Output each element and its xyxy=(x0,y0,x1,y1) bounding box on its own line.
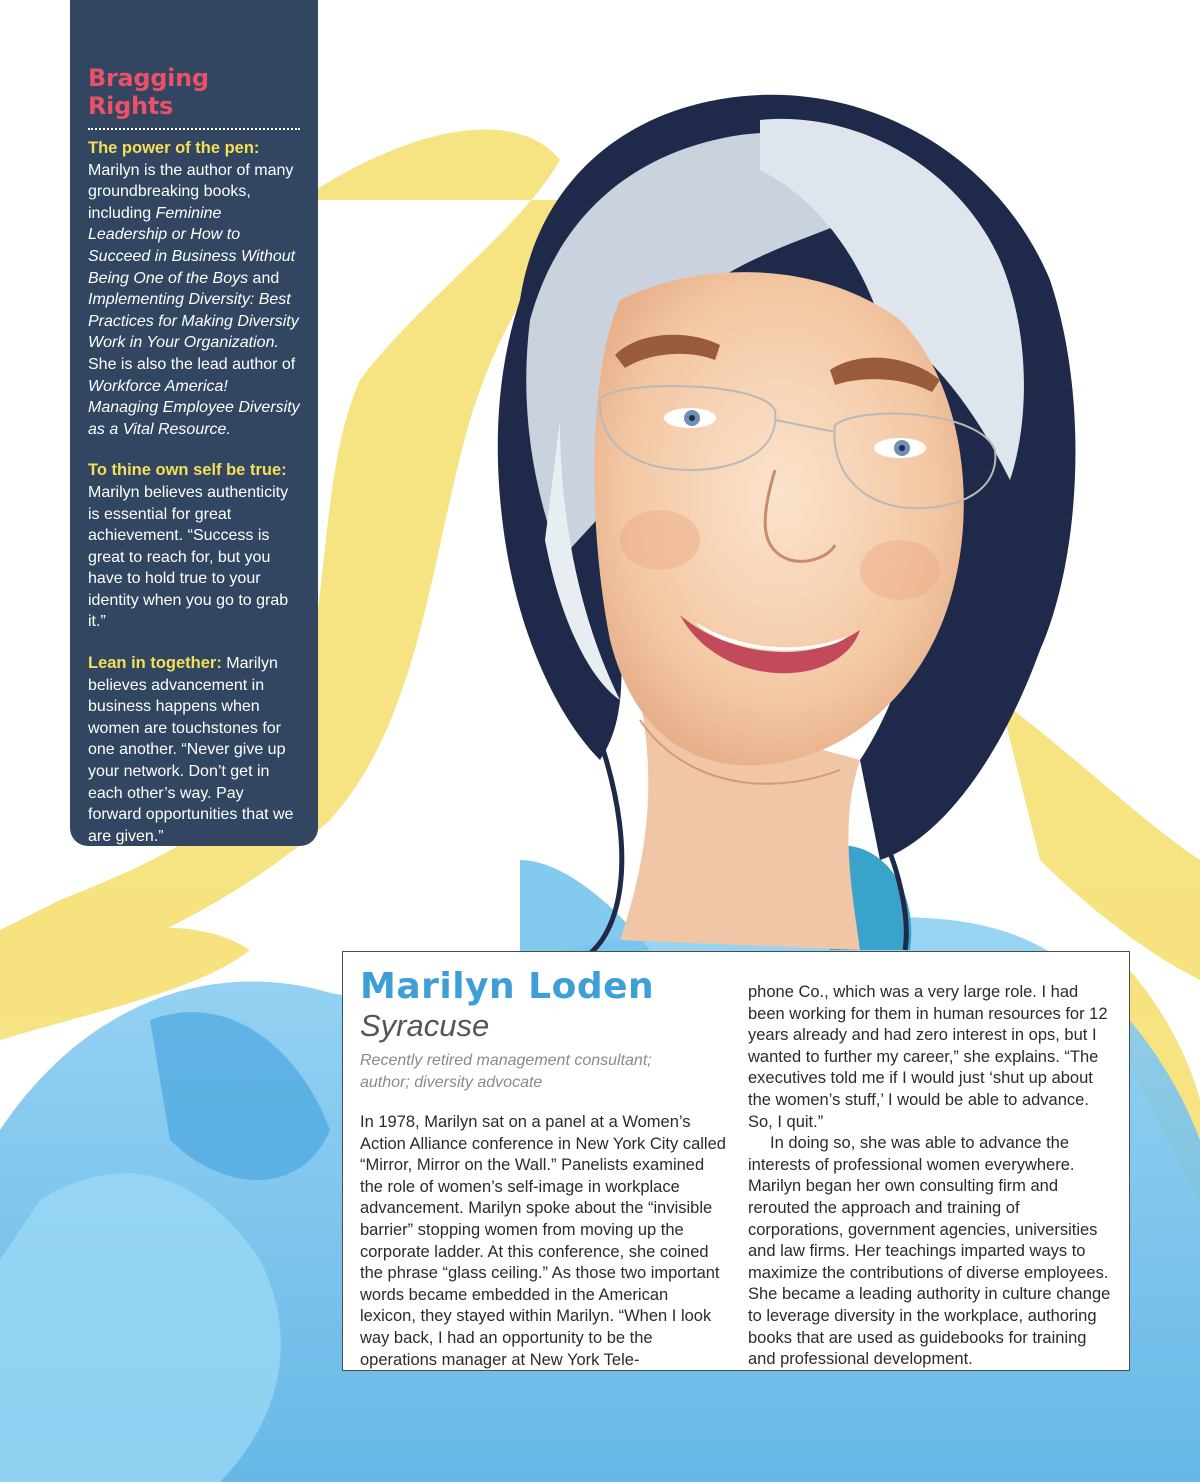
book-title: Workforce America! Managing Employee Diversity as a Vital Resource. xyxy=(88,377,300,438)
column-1-paragraph: In 1978, Marilyn sat on a panel at a Women’s Action Alliance conference in New York City called “Mirror, Mirror on the Wall.” Panelists examined the role of women’s self-image in workplace advancement. Marilyn spoke about the “invisible barrier” stopping women from moving up the corporate ladder. At this conference, she coined the phrase “glass ceiling.” As those two important words became embedded in the American lexicon, they stayed within Marilyn. “When I look way back, I had an opportunity to be the operations manager at New York Tele- xyxy=(360,1113,726,1369)
sidebar-item-heading: To thine own self be true: xyxy=(88,461,287,480)
book-title: Feminine Leadership or How to Succeed in Business Without Being One of the Boys xyxy=(88,204,296,287)
article-column-1 xyxy=(360,1112,726,1371)
sidebar-title: Bragging Rights xyxy=(88,64,209,120)
sidebar-item-heading: The power of the pen: xyxy=(88,139,260,157)
profile-role xyxy=(360,1050,690,1094)
role-line-1: Recently retired management consultant; xyxy=(360,1052,652,1069)
profile-city: Syracuse xyxy=(360,1008,490,1043)
column-2-paragraph-2: In doing so, she was able to advance the interests of professional women everywhere. Marilyn began her own consulting firm and rerouted the approach and training of corporations, government agencies, universities and law firms. Her teachings imparted ways to maximize the contributions of diverse employees. She became a leading authority in culture change to leverage diversity in the workplace, authoring books that are used as guidebooks for training and professional development. xyxy=(748,1134,1111,1369)
sidebar-item-text: and xyxy=(248,269,280,287)
profile-name: Marilyn Loden xyxy=(360,966,655,1007)
role-line-2: author; diversity advocate xyxy=(360,1074,543,1091)
face xyxy=(594,272,995,950)
book-title: Implementing Diversity: Best Practices for Making Diversity Work in Your Organization. xyxy=(88,291,299,352)
column-2-paragraph-1: phone Co., which was a very large role. I had been working for them in human resources for 12 years already and had zero interest in ops, but I wanted to further my career,” she explains. “The executives told me if I would just ‘shut up about the women’s stuff,’ I would be able to advance. So, I quit.” xyxy=(748,983,1108,1131)
sidebar-item-text: She is also the lead author of xyxy=(88,355,296,373)
sidebar-items xyxy=(88,138,300,847)
sidebar-item-heading: Lean in together: xyxy=(88,654,222,673)
sidebar-item-text: Marilyn is the author of many groundbreaking books, including xyxy=(88,161,294,222)
bragging-rights-sidebar xyxy=(70,0,318,846)
article-column-2 xyxy=(748,982,1118,1371)
sidebar-divider xyxy=(88,128,300,130)
sidebar-item xyxy=(88,138,300,440)
sidebar-item xyxy=(88,460,300,633)
sidebar-item-text: Marilyn believes advancement in business happens when women are touchstones for one another. “Never give up your network. Don’t get in each other’s way. Pay forward opportunities that we are given.” xyxy=(88,655,294,845)
profile-article xyxy=(342,951,1130,1371)
sidebar-item xyxy=(88,653,300,847)
sidebar-item-text: Marilyn believes authenticity is essential for great achievement. “Success is great to reach for, but you have to hold true to your identity when you go to grab it.” xyxy=(88,483,289,631)
